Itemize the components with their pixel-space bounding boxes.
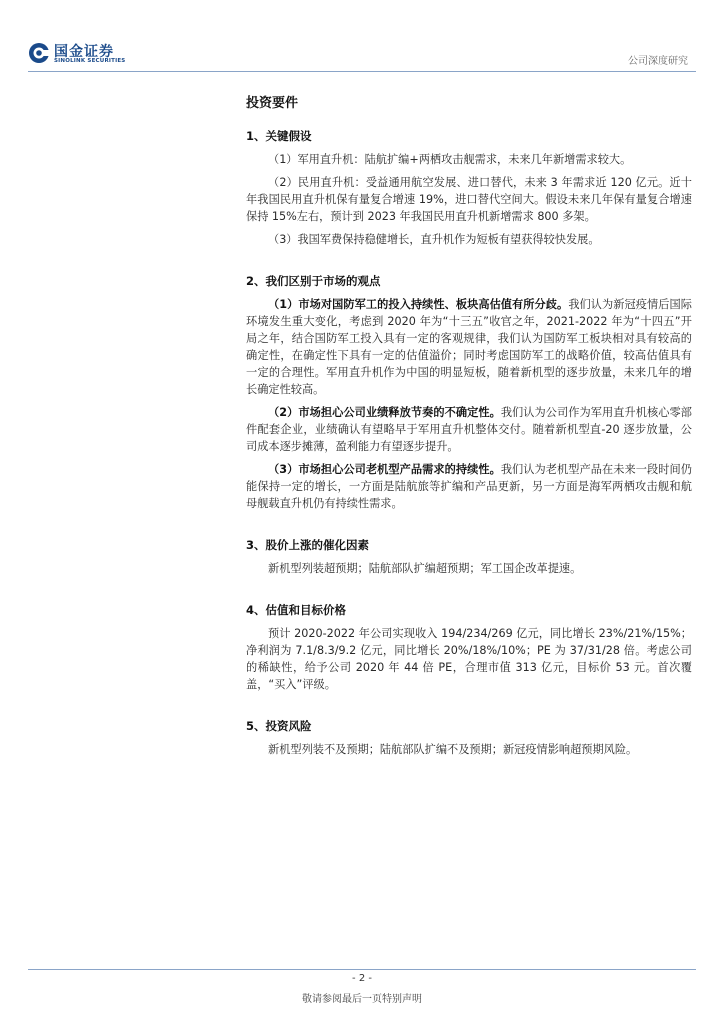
section-title: 1、关键假设 xyxy=(246,129,312,143)
disclaimer-note: 敬请参阅最后一页特别声明 xyxy=(302,994,422,1005)
report-type-label: 公司深度研究 xyxy=(628,56,688,67)
sinolink-logo-icon xyxy=(28,42,50,64)
section-title: 2、我们区别于市场的观点 xyxy=(246,274,381,288)
company-logo xyxy=(28,40,138,70)
section-differentiated-view xyxy=(246,273,692,512)
viewpoint-text: 我们认为公司作为军用直升机核心零部件配套企业，业绩确认有望略早于军用直升机整体交付。随着新机型直-20 逐步放量，公司成本逐步摊薄，盈利能力有望逐步提升。 xyxy=(246,406,692,453)
paragraph: （1）军用直升机：陆航扩编+两栖攻击舰需求，未来几年新增需求较大。 xyxy=(268,153,632,166)
section-title: 3、股价上涨的催化因素 xyxy=(246,538,370,552)
paragraph: （3）我国军费保持稳健增长，直升机作为短板有望获得较快发展。 xyxy=(268,233,600,246)
page-header xyxy=(0,0,724,72)
viewpoint-paragraph xyxy=(246,404,692,455)
logo-english-name: SINOLINK SECURITIES xyxy=(54,58,126,64)
document-title: 投资要件 xyxy=(246,96,299,111)
viewpoint-text: 我们认为老机型产品在未来一段时间仍能保持一定的增长，一方面是陆航旅等扩编和产品更新，另一方面是海军两栖攻击舰和航母舰载直升机仍有持续性需求。 xyxy=(246,463,692,510)
paragraph: （2）民用直升机：受益通用航空发展、进口替代，未来 3 年需求近 120 亿元。近十年我国民用直升机保有量复合增速 19%，进口替代空间大。假设未来几年保有量复合增速保持 15%左右，预计到 2023 年我国民用直升机新增需求 800 多架。 xyxy=(246,176,692,223)
viewpoint-paragraph xyxy=(246,461,692,512)
section-catalysts xyxy=(246,537,692,577)
page-number: - 2 - xyxy=(352,973,372,984)
header-divider xyxy=(28,71,696,72)
paragraph: 新机型列装不及预期；陆航部队扩编不及预期；新冠疫情影响超预期风险。 xyxy=(268,743,638,756)
viewpoint-heading: （2）市场担心公司业绩释放节奏的不确定性。 xyxy=(268,406,501,419)
paragraph: 新机型列装超预期；陆航部队扩编超预期；军工国企改革提速。 xyxy=(268,562,582,575)
viewpoint-heading: （1）市场对国防军工的投入持续性、板块高估值有所分歧。 xyxy=(268,298,569,311)
viewpoint-text: 我们认为新冠疫情后国际环境发生重大变化，考虑到 2020 年为“十三五”收官之年，2021-2022 年为“十四五”开局之年，结合国防军工投入具有一定的客观规律，我们认为国防军工板块相对具有较高的确定性，在确定性下具有一定的估值溢价；同时考虑国防军工的战略价值，较高估值具有一定的合理性。军用直升机作为中国的明显短板，随着新机型的逐步放量，未来几年的增长确定性较高。 xyxy=(246,298,692,396)
logo-chinese-name: 国金证券 xyxy=(54,44,114,60)
section-key-assumptions xyxy=(246,128,692,248)
section-risks xyxy=(246,718,692,758)
section-title: 4、估值和目标价格 xyxy=(246,603,347,617)
footer-divider xyxy=(28,969,696,970)
section-valuation xyxy=(246,602,692,693)
paragraph: 预计 2020-2022 年公司实现收入 194/234/269 亿元，同比增长 23%/21%/15%；净利润为 7.1/8.3/9.2 亿元，同比增长 20%/18%/10%；PE 为 37/31/28 倍。考虑公司的稀缺性，给予公司 2020 年 44 倍 PE，合理市值 313 亿元，目标价 53 元。首次覆盖，“买入”评级。 xyxy=(246,627,692,691)
viewpoint-heading: （3）市场担心公司老机型产品需求的持续性。 xyxy=(268,463,501,476)
viewpoint-paragraph xyxy=(246,296,692,398)
section-title: 5、投资风险 xyxy=(246,719,312,733)
main-content xyxy=(246,92,692,764)
